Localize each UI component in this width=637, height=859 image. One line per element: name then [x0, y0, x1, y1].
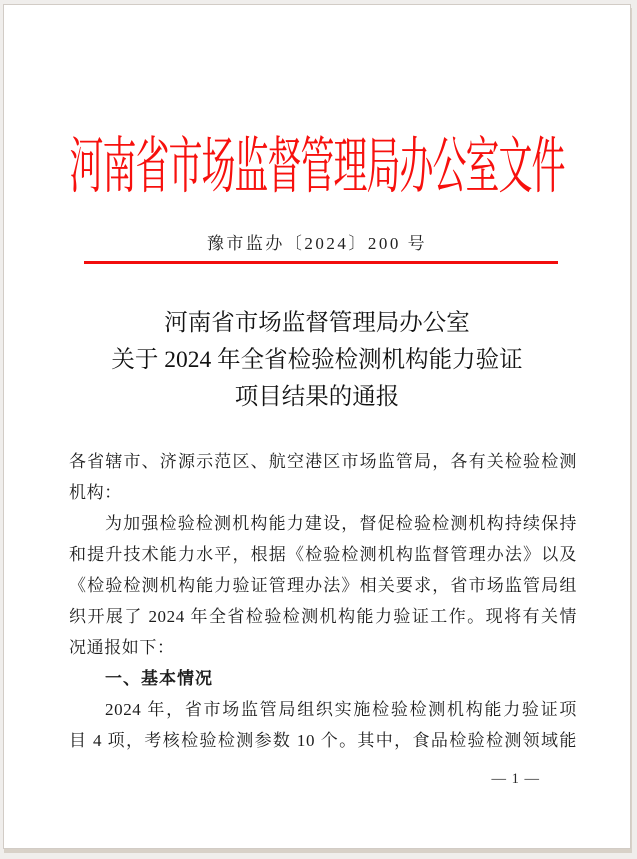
body-line: 况通报如下： — [69, 638, 175, 657]
body-line: 2024 年，省市场监管局组织实施检验检测机构能力验证项 — [105, 700, 577, 719]
body-line: 和提升技术能力水平，根据《检验检测机构监督管理办法》以及 — [69, 545, 577, 564]
document-title — [4, 305, 630, 416]
page-number: — 1 — — [491, 771, 540, 787]
body-line: 织开展了 2024 年全省检验检测机构能力验证工作。现将有关情 — [69, 607, 577, 626]
body-line: 为加强检验检测机构能力建设，督促检验检测机构持续保持 — [105, 514, 577, 533]
body-line: 各省辖市、济源示范区、航空港区市场监管局，各有关检验检测 — [69, 452, 577, 471]
body-line: 目 4 项，考核检验检测参数 10 个。其中，食品检验检测领域能 — [69, 731, 577, 750]
body-text — [69, 446, 577, 756]
body-line: 机构： — [69, 483, 122, 502]
document-page — [3, 4, 631, 849]
document-title-line-2: 关于 2024 年全省检验检测机构能力验证 — [111, 347, 523, 373]
document-title-line-1: 河南省市场监督管理局办公室 — [164, 310, 470, 336]
document-masthead: 河南省市场监督管理局办公室文件 — [69, 134, 565, 202]
document-number: 豫市监办〔2024〕200 号 — [206, 234, 428, 253]
red-divider — [84, 261, 558, 264]
body-line: 《检验检测机构能力验证管理办法》相关要求，省市场监管局组 — [69, 576, 577, 595]
document-title-line-3: 项目结果的通报 — [234, 384, 400, 410]
body-line: 一、基本情况 — [105, 669, 213, 688]
